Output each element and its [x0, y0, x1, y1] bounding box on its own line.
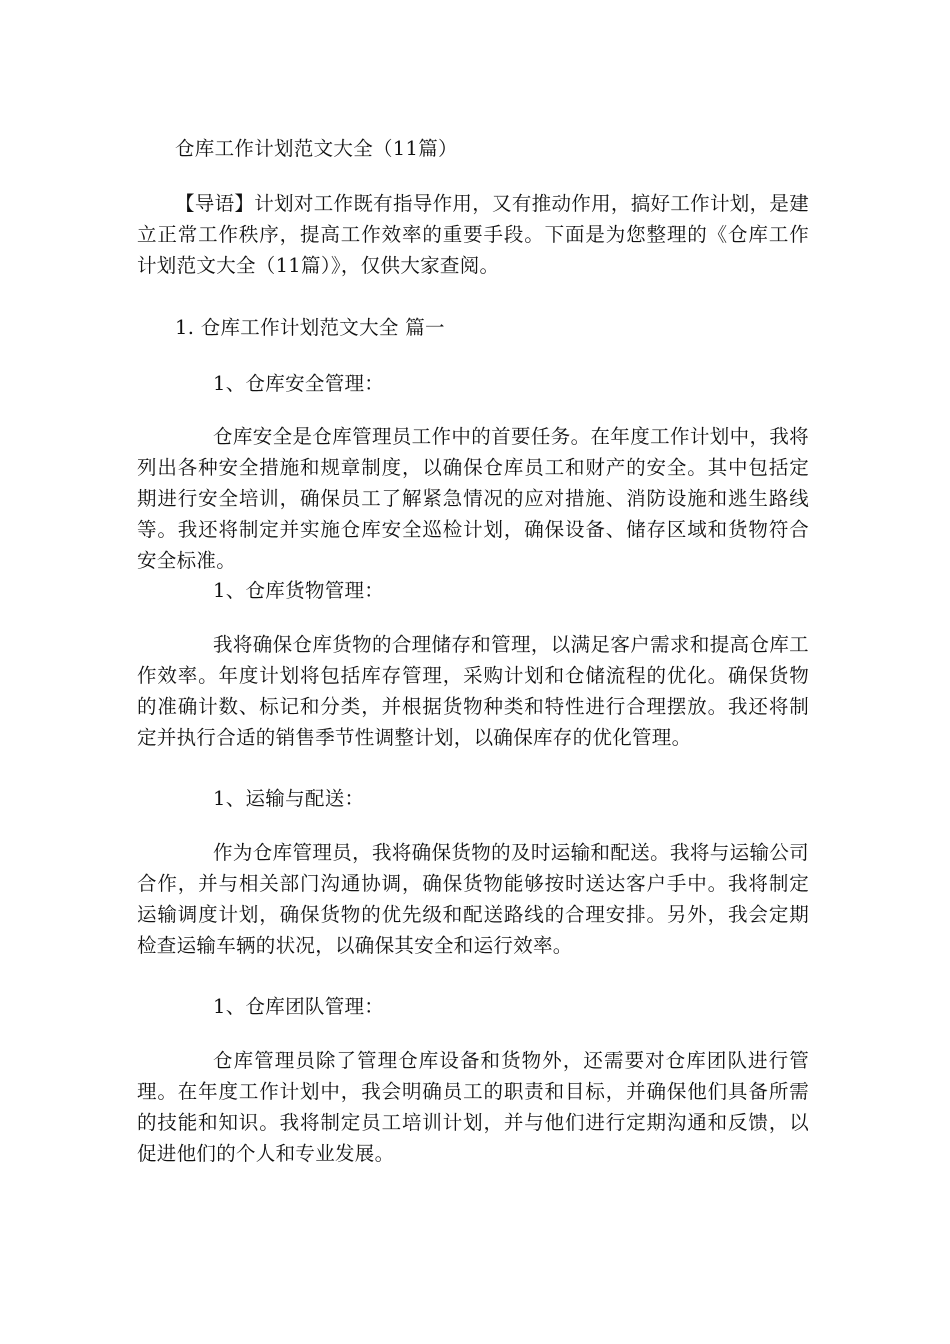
section-heading-goods: 1、仓库货物管理： — [213, 579, 385, 602]
document-title: 仓库工作计划范文大全（11篇） — [175, 137, 458, 160]
section-heading-transport: 1、运输与配送： — [213, 787, 365, 810]
section-heading-team: 1、仓库团队管理： — [213, 995, 385, 1018]
section-body-safety: 仓库安全是仓库管理员工作中的首要任务。在年度工作计划中，我将列出各种安全措施和规章制度，以确保仓库员工和财产的安全。其中包括定期进行安全培训，确保员工了解紧急情况的应对措施、消防设施和逃生路线等。我还将制定并实施仓库安全巡检计划，确保设备、储存区域和货物符合安全标准。 — [137, 425, 809, 572]
section-body-goods: 我将确保仓库货物的合理储存和管理，以满足客户需求和提高仓库工作效率。年度计划将包括库存管理，采购计划和仓储流程的优化。确保货物的准确计数、标记和分类，并根据货物种类和特性进行合理摆放。我还将制定并执行合适的销售季节性调整计划，以确保库存的优化管理。 — [137, 633, 809, 749]
intro-paragraph: 【导语】计划对工作既有指导作用，又有推动作用，搞好工作计划，是建立正常工作秩序，提高工作效率的重要手段。下面是为您整理的《仓库工作计划范文大全（11篇）》，仅供大家查阅。 — [137, 192, 809, 277]
section-body-transport: 作为仓库管理员，我将确保货物的及时运输和配送。我将与运输公司合作，并与相关部门沟通协调，确保货物能够按时送达客户手中。我将制定运输调度计划，确保货物的优先级和配送路线的合理安排。另外，我会定期检查运输车辆的状况，以确保其安全和运行效率。 — [137, 841, 809, 957]
section-body-team: 仓库管理员除了管理仓库设备和货物外，还需要对仓库团队进行管理。在年度工作计划中，我会明确员工的职责和目标，并确保他们具备所需的技能和知识。我将制定员工培训计划，并与他们进行定期沟通和反馈，以促进他们的个人和专业发展。 — [137, 1049, 809, 1165]
section-heading-safety: 1、仓库安全管理： — [213, 372, 385, 395]
section-title: 1. 仓库工作计划范文大全 篇一 — [175, 316, 445, 339]
